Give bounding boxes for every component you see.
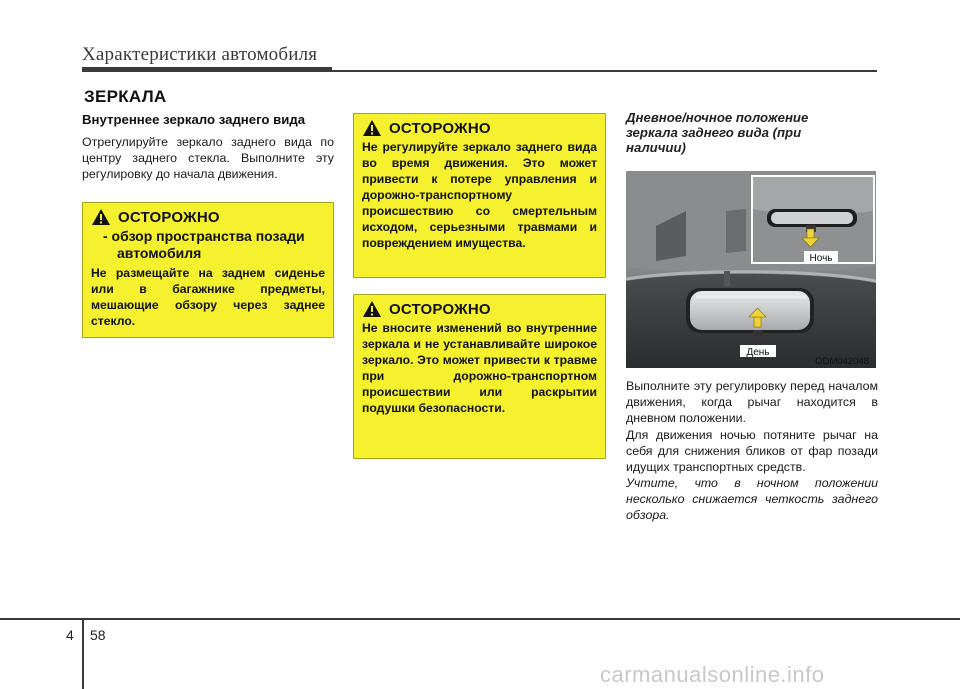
warning-title: ОСТОРОЖНО xyxy=(389,300,491,318)
mirror-photo-illustration xyxy=(626,171,876,368)
section-title: ЗЕРКАЛА xyxy=(84,87,167,106)
warning-box-adjust xyxy=(353,113,606,278)
chapter-title: Характеристики автомобиля xyxy=(82,44,318,65)
warning-header xyxy=(362,300,597,318)
inner-mirror-paragraph: Отрегулируйте зеркало заднего вида по центру заднего стекла. Выполните эту регулировку до начала движения. xyxy=(82,135,334,181)
warning-box-rear-view xyxy=(82,202,334,338)
figure-code: ODM042048 xyxy=(815,356,869,367)
day-night-paragraph-2: Для движения ночью потяните рычаг на себя для снижения бликов от фар позади идущих транспортных средств. xyxy=(626,428,878,474)
warning-text: Не размещайте на заднем сиденье или в багажнике предметы, мешающие обзору через заднее стекло. xyxy=(91,266,325,328)
warning-title: ОСТОРОЖНО xyxy=(389,119,491,137)
header-rule-thin xyxy=(82,70,877,72)
column-3 xyxy=(626,110,878,523)
day-night-heading: Дневное/ночное положение зеркала заднего вида (при наличии) xyxy=(626,110,809,155)
page-number: 58 xyxy=(90,627,106,643)
warning-subtitle: - обзор пространства позади автомобиля xyxy=(103,228,305,261)
chapter-number: 4 xyxy=(66,627,74,643)
footer-divider xyxy=(82,618,84,689)
day-night-paragraph-3: Учтите, что в ночном положении несколько снижается четкость заднего обзора. xyxy=(626,476,878,522)
footer-rule xyxy=(0,618,960,620)
warning-box-modify xyxy=(353,294,606,459)
inner-mirror-heading: Внутреннее зеркало заднего вида xyxy=(82,112,306,127)
warning-triangle-icon xyxy=(362,300,382,318)
warning-triangle-icon xyxy=(362,119,382,137)
day-night-paragraph-1: Выполните эту регулировку перед началом движения, когда рычаг находится в дневном положении. xyxy=(626,379,878,425)
column-2 xyxy=(353,113,606,459)
mirror-figure xyxy=(626,171,876,368)
column-1 xyxy=(82,112,334,338)
warning-header xyxy=(91,208,325,226)
day-label: День xyxy=(746,347,770,358)
warning-title: ОСТОРОЖНО xyxy=(118,208,220,226)
warning-triangle-icon xyxy=(91,208,111,226)
watermark: carmanualsonline.info xyxy=(600,662,825,687)
night-label: Ночь xyxy=(809,253,833,264)
warning-text: Не регулируйте зеркало заднего вида во время движения. Это может привести к потере управления и дорожно-транспортному происшествию со смертельным исходом, серьезными травмами и повреждением имущества. xyxy=(362,140,597,250)
warning-text: Не вносите изменений во внутренние зеркала и не устанавливайте широкое зеркало. Это может привести к травме при дорожно-транспортном происшествии или раскрытии подушки безопасности. xyxy=(362,321,597,415)
warning-header xyxy=(362,119,597,137)
